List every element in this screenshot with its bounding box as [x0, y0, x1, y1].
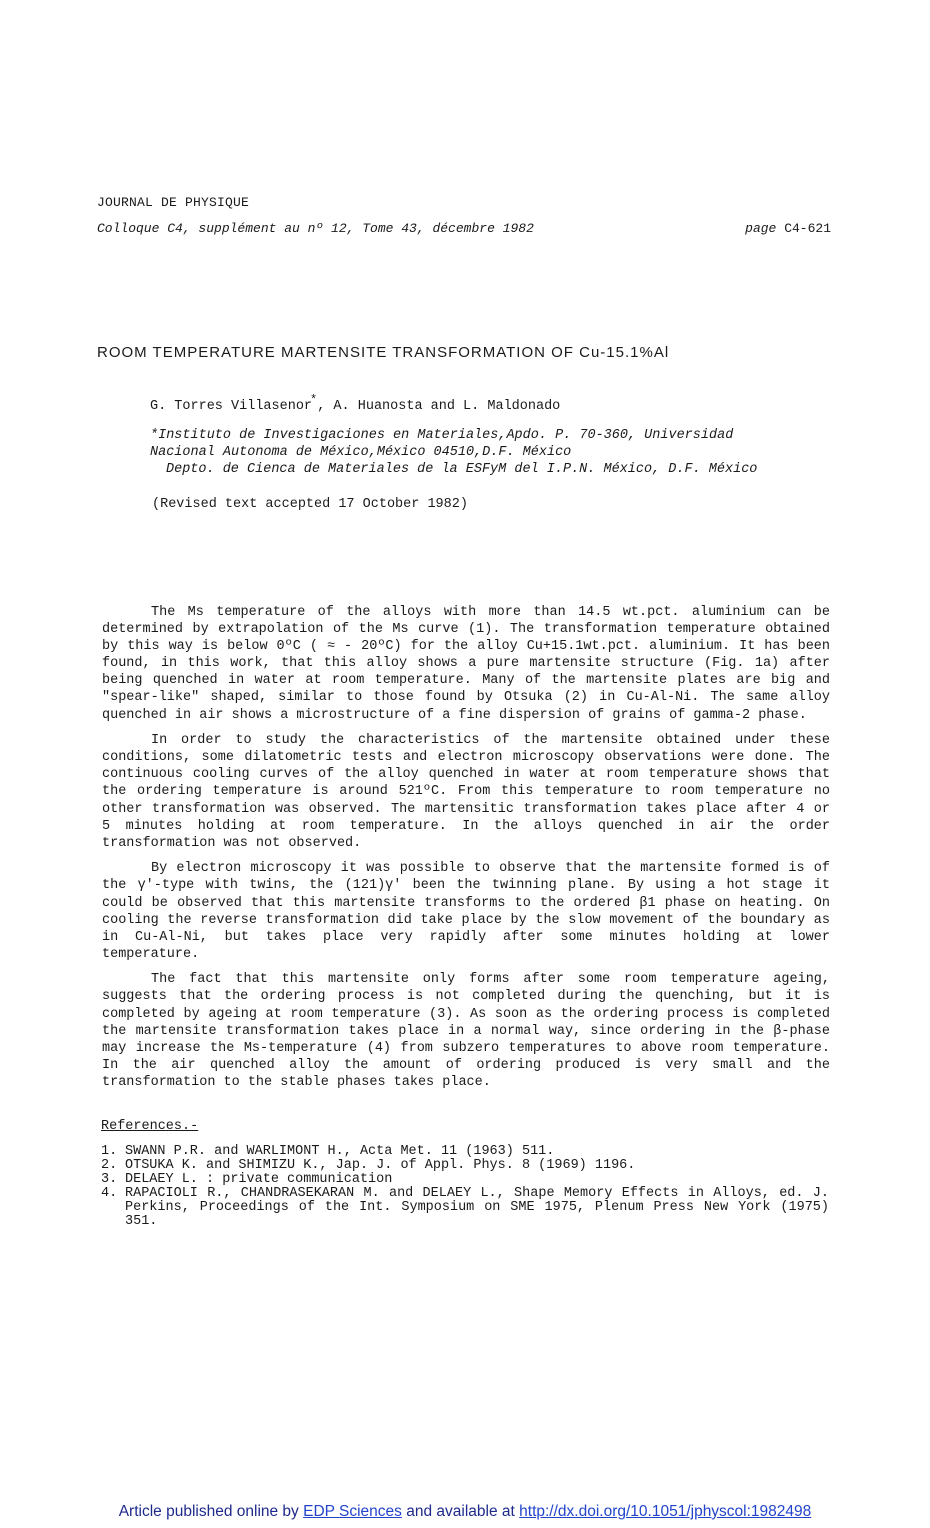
other-authors: , A. Huanosta and L. Maldonado: [317, 399, 561, 414]
revised-note: (Revised text accepted 17 October 1982): [152, 497, 468, 512]
footer-prefix: Article published online by: [118, 1503, 299, 1520]
author-line: [150, 393, 560, 414]
publication-footer: [0, 1503, 930, 1521]
references-heading: References.-: [101, 1119, 199, 1134]
reference-text: OTSUKA K. and SHIMIZU K., Jap. J. of Appl. Phys. 8 (1969) 1196.: [125, 1158, 636, 1173]
affiliation-line-3: Depto. de Cienca de Materiales de la ESFyM del I.P.N. México, D.F. México: [166, 462, 758, 477]
reference-number: 2.: [101, 1158, 118, 1173]
affiliation-line-1: *Instituto de Investigaciones en Materiales,Apdo. P. 70-360, Universidad: [150, 428, 734, 443]
first-author: G. Torres Villasenor: [150, 399, 313, 414]
reference-number: 4.: [101, 1186, 118, 1201]
affiliation-line-2: Nacional Autonoma de México,México 04510,D.F. México: [150, 445, 572, 460]
page-number-block: [745, 221, 831, 236]
article-title: ROOM TEMPERATURE MARTENSITE TRANSFORMATION OF Cu-15.1%Al: [97, 344, 670, 361]
reference-item: [101, 1159, 829, 1173]
journal-name: JOURNAL DE PHYSIQUE: [97, 195, 250, 210]
reference-item: [101, 1173, 829, 1187]
reference-number: 1.: [101, 1144, 118, 1159]
body-paragraph-3: By electron microscopy it was possible to observe that the martensite formed is of the γ'-type with twins, the (121)γ' been the twinning plane. By using a hot stage it could be observed that this martensite transforms to the ordered β1 phase on heating. On cooling the reverse transformation did take place by the slow movement of the boundary as in Cu-Al-Ni, but takes place very rapidly after some minutes holding at lower temperature.: [102, 861, 830, 962]
publisher-link[interactable]: EDP Sciences: [303, 1503, 402, 1520]
footer-middle: and available at: [406, 1503, 515, 1520]
issue-line: [97, 221, 831, 236]
page-number: C4-621: [784, 221, 831, 236]
reference-item: [101, 1187, 829, 1229]
affiliation-mark: *: [310, 393, 318, 407]
reference-text: SWANN P.R. and WARLIMONT H., Acta Met. 11 (1963) 511.: [125, 1144, 555, 1159]
reference-item: [101, 1145, 829, 1159]
reference-text: RAPACIOLI R., CHANDRASEKARAN M. and DELAEY L., Shape Memory Effects in Alloys, ed. J. Perkins, Proceedings of the Int. Symposium on SME 1975, Plenum Press New York (1975) 351.: [125, 1186, 829, 1229]
reference-number: 3.: [101, 1172, 118, 1187]
body-paragraph-4: The fact that this martensite only forms after some room temperature ageing, suggests that the ordering process is not completed during the quenching, but it is completed by ageing at room temperature (3). As soon as the ordering process is completed the martensite transformation takes place in a normal way, since ordering in the β-phase may increase the Ms-temperature (4) from subzero temperatures to above room temperature. In the air quenched alloy the amount of ordering produced is very small and the transformation to the stable phases takes place.: [102, 972, 830, 1090]
body-paragraph-2: In order to study the characteristics of the martensite obtained under these conditions, some dilatometric tests and electron microscopy observations were done. The continuous cooling curves of the alloy quenched in water at room temperature shows that the ordering temperature is around 521ºC. From this temperature to room temperature no other transformation was observed. The martensitic transformation takes place after 4 or 5 minutes holding at room temperature. In the alloys quenched in air the order transformation was not observed.: [102, 733, 830, 851]
article-body: [102, 604, 830, 1100]
doi-link[interactable]: http://dx.doi.org/10.1051/jphyscol:1982498: [519, 1503, 812, 1520]
body-paragraph-1: The Ms temperature of the alloys with more than 14.5 wt.pct. aluminium can be determined by extrapolation of the Ms curve (1). The transformation temperature obtained by this way is below 0ºC ( ≈ - 20ºC) for the alloy Cu+15.1wt.pct. aluminium. It has been found, in this work, that this alloy shows a pure martensite structure (Fig. 1a) after being quenched in water at room temperature. Many of the martensite plates are big and "spear-like" shaped, similar to those found by Otsuka (2) in Cu-Al-Ni. The same alloy quenched in air shows a microstructure of a fine dispersion of grains of gamma-2 phase.: [102, 605, 830, 723]
page-label: page: [745, 221, 777, 236]
colloque-info: Colloque C4, supplément au nº 12, Tome 43, décembre 1982: [97, 221, 534, 236]
reference-list: [101, 1145, 829, 1229]
reference-text: DELAEY L. : private communication: [125, 1172, 393, 1187]
affiliations: [150, 427, 840, 478]
